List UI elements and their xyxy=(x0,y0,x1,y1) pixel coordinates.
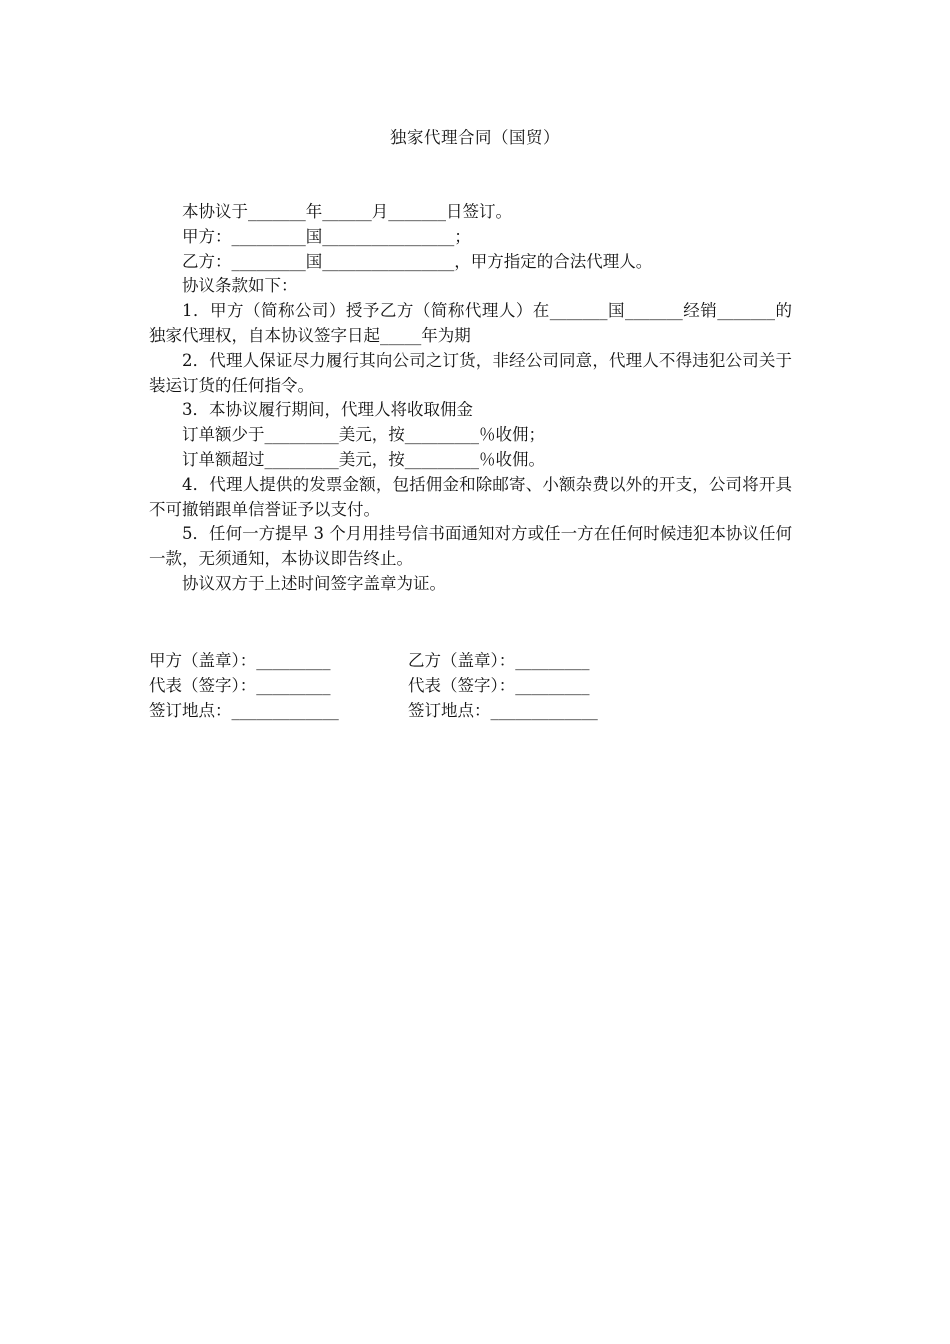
paragraph-clause-4: 4．代理人提供的发票金额，包括佣金和除邮寄、小额杂费以外的开支，公司将开具不可撤销跟单信誉证予以支付。 xyxy=(149,474,792,519)
paragraph-clause-3: 3．本协议履行期间，代理人将收取佣金 xyxy=(182,400,473,420)
paragraph-commission-high: 订单额超过_________美元，按_________％收佣。 xyxy=(182,449,545,469)
paragraph-party-b: 乙方：_________国________________，甲方指定的合法代理人。 xyxy=(182,251,653,271)
paragraph-clause-5: 5．任何一方提早 3 个月用挂号信书面通知对方或任一方在任何时候违犯本协议任何一款，无须通知，本协议即告终止。 xyxy=(149,524,792,569)
paragraph-signing-date: 本协议于_______年______月_______日签订。 xyxy=(182,202,512,221)
paragraph-terms-intro: 协议条款如下： xyxy=(182,276,298,296)
paragraph-party-a: 甲方：_________国________________； xyxy=(182,226,471,246)
document-title: 独家代理合同（国贸） xyxy=(390,128,560,147)
party-a-seal-line: 甲方（盖章）：_________ xyxy=(149,651,331,670)
paragraph-closing: 协议双方于上述时间签字盖章为证。 xyxy=(182,573,446,593)
party-a-representative-line: 代表（签字）：_________ xyxy=(149,676,331,695)
paragraph-commission-low: 订单额少于_________美元，按_________％收佣； xyxy=(182,425,545,445)
contract-body xyxy=(149,200,792,597)
paragraph-clause-1: 1．甲方（简称公司）授予乙方（简称代理人）在_______国_______经销_______的独家代理权，自本协议签字日起_____年为期 xyxy=(149,301,792,345)
party-b-place-line: 签订地点：_____________ xyxy=(408,701,598,720)
party-b-seal-line: 乙方（盖章）：_________ xyxy=(408,651,590,670)
party-a-place-line: 签订地点：_____________ xyxy=(149,701,339,720)
paragraph-clause-2: 2．代理人保证尽力履行其向公司之订货，非经公司同意，代理人不得违犯公司关于装运订货的任何指令。 xyxy=(149,350,792,395)
party-b-representative-line: 代表（签字）：_________ xyxy=(408,676,590,695)
